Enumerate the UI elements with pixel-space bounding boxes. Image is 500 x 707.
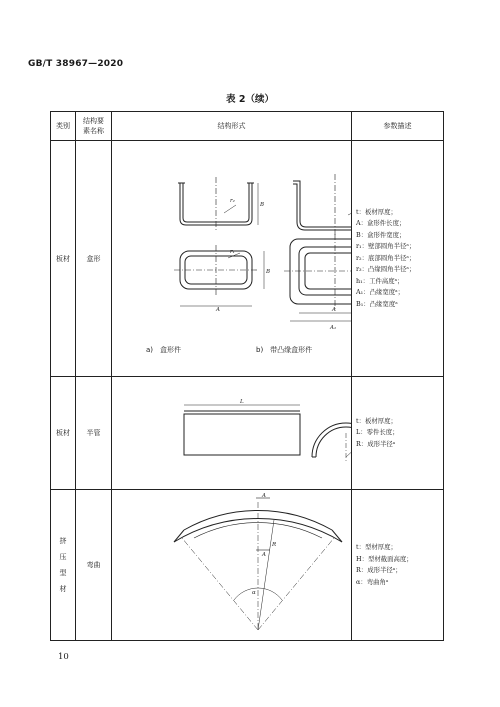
param-line: B：盒形件宽度；	[356, 230, 406, 239]
col-header-params: 参数描述	[352, 112, 444, 141]
param-line: t：板材厚度；	[356, 207, 397, 216]
svg-text:A: A	[332, 307, 336, 313]
bend-figure	[112, 490, 352, 641]
svg-text:A: A	[262, 552, 266, 558]
table-row	[51, 490, 444, 641]
col-header-element: 结构要素名称	[76, 112, 112, 141]
standard-number: GB/T 38967—2020	[28, 59, 124, 69]
param-line: r₁：壁部圆角半径ᵃ；	[356, 242, 416, 251]
category-cell: 挤压型材	[51, 490, 76, 641]
svg-text:A: A	[216, 307, 220, 313]
col-header-form: 结构形式	[112, 112, 352, 141]
params-cell	[352, 490, 444, 641]
caption-box: a) 盒形件	[146, 346, 182, 354]
svg-text:r₁: r₁	[230, 249, 235, 255]
params-cell	[352, 377, 444, 490]
param-line: t：板材厚度；	[356, 416, 397, 425]
svg-text:L: L	[240, 399, 244, 405]
param-line: r₃：凸缘圆角半径ᵃ；	[356, 265, 416, 274]
element-cell: 半管	[76, 377, 112, 490]
box-drawing	[112, 141, 352, 376]
element-cell: 弯曲	[76, 490, 112, 641]
svg-text:α: α	[252, 590, 256, 596]
param-line: α：弯曲角ᵃ	[356, 577, 389, 586]
svg-text:B: B	[266, 269, 271, 275]
param-line: A₁：凸缘宽度ᵃ；	[356, 288, 404, 297]
param-line: L：零件长度；	[356, 428, 399, 437]
caption-flange-box: b) 带凸缘盒形件	[256, 346, 313, 354]
element-cell: 盒形	[76, 141, 112, 377]
svg-text:B: B	[260, 202, 265, 208]
param-line: B₁：凸缘宽度ᵃ	[356, 299, 398, 308]
category-cell: 板材	[51, 377, 76, 490]
svg-text:A₁: A₁	[330, 325, 337, 331]
params-cell	[352, 141, 444, 377]
param-line: h₁：工件高度ᵃ；	[356, 276, 404, 285]
page-number: 10	[58, 652, 69, 662]
svg-text:A: A	[262, 493, 266, 499]
structure-table	[50, 111, 444, 641]
param-line: H：型材截面高度；	[356, 554, 413, 563]
param-line: A：盒形件长度；	[356, 219, 406, 228]
half-pipe-figure	[112, 377, 352, 490]
box-figure	[112, 141, 352, 377]
param-line: R：成形半径ᵃ；	[356, 566, 402, 574]
svg-text:r₂: r₂	[230, 198, 235, 204]
bend-drawing	[112, 490, 352, 640]
svg-text:R: R	[272, 542, 277, 548]
half-pipe-drawing	[112, 377, 352, 489]
param-line: r₂：底部圆角半径ᵃ；	[356, 253, 416, 262]
table-caption: 表 2（续）	[226, 94, 274, 105]
category-cell: 板材	[51, 141, 76, 377]
param-line: R：成形半径ᵃ	[356, 439, 396, 448]
col-header-category: 类别	[51, 112, 76, 141]
table-row	[51, 377, 444, 490]
table-header-row	[51, 112, 444, 141]
table-row	[51, 141, 444, 377]
param-line: t：型材厚度；	[356, 543, 397, 551]
